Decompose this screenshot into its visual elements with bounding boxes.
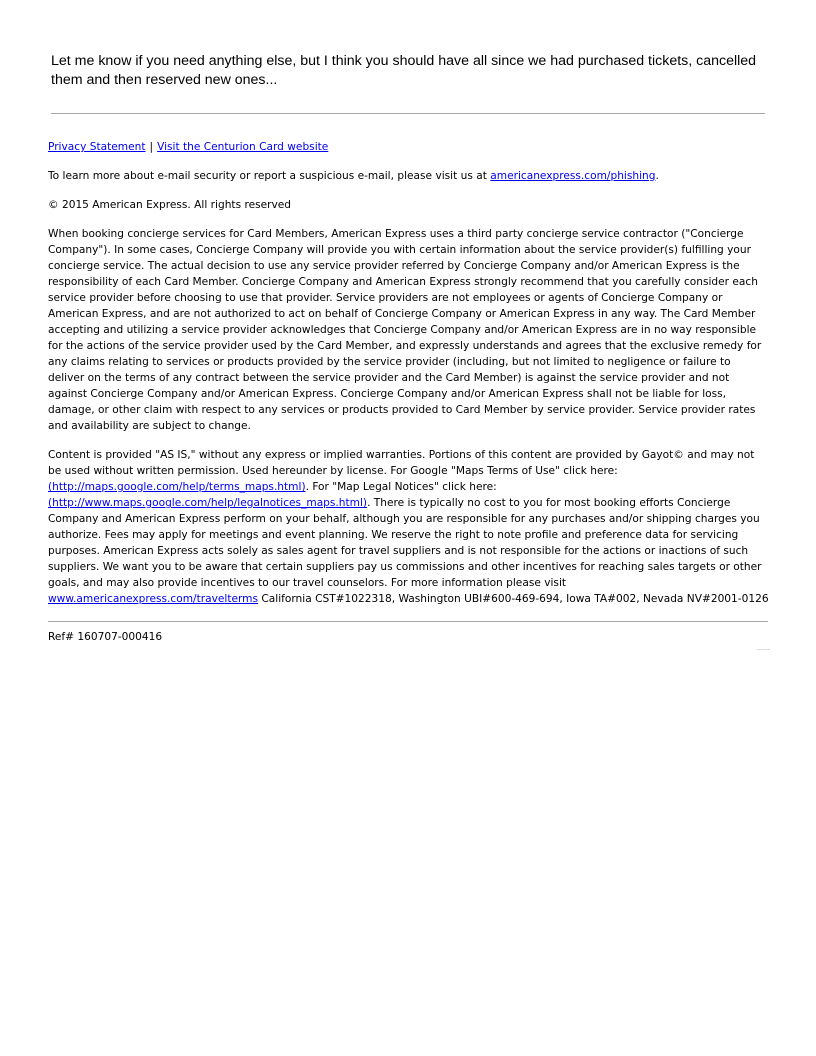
reference-number: Ref# 160707-000416 — [48, 631, 163, 643]
content-disclaimer — [48, 447, 770, 607]
faint-mark — [757, 649, 770, 650]
footer-divider — [48, 621, 768, 622]
security-end: . — [655, 170, 659, 182]
privacy-statement-link[interactable]: Privacy Statement — [48, 141, 146, 153]
security-notice — [48, 168, 770, 184]
link-separator: | — [149, 141, 154, 153]
footer-links — [48, 139, 770, 155]
travel-terms-link[interactable]: www.americanexpress.com/travelterms — [48, 593, 259, 605]
centurion-website-link[interactable]: Visit the Centurion Card website — [157, 141, 329, 153]
copyright: © 2015 American Express. All rights reserved — [48, 199, 291, 211]
maps-terms-link[interactable]: (http://maps.google.com/help/terms_maps.html) — [48, 481, 306, 493]
content-text-4: California CST#1022318, Washington UBI#600-469-694, Iowa TA#002, Nevada NV#2001-0126 — [258, 593, 769, 605]
maps-legal-link[interactable]: (http://www.maps.google.com/help/legalnotices_maps.html) — [48, 497, 368, 509]
phishing-link[interactable]: americanexpress.com/phishing — [490, 170, 656, 182]
content-text-1: Content is provided "AS IS," without any express or implied warranties. Portions of this content are provided by Gayot© and may not be used without written permission. Used hereunder by license. For Google "Maps Terms of Use" click here: — [48, 449, 755, 477]
content-text-2: . For "Map Legal Notices" click here: — [305, 481, 497, 493]
content-text-3: . There is typically no cost to you for most booking efforts Concierge Company and American Express perform on your behalf, although you are responsible for any purchases and/or shipping charges you authorize. Fees may apply for meetings and event planning. We reserve the right to note profile and preference data for servicing purposes. American Express acts solely as sales agent for travel suppliers and is not responsible for the actions or inactions of such suppliers. We want you to be aware that certain suppliers pay us commissions and other incentives for reaching sales targets or other goals, and may also provide incentives to our travel counselors. For more information please visit — [48, 497, 762, 589]
message-body: Let me know if you need anything else, but I think you should have all since we had purchased tickets, cancelled them and then reserved new ones... — [51, 53, 757, 88]
concierge-disclaimer: When booking concierge services for Card Members, American Express uses a third party concierge service contractor ("Concierge Company"). In some cases, Concierge Company will provide you with certain information about the service provider(s) fulfilling your concierge service. The actual decision to use any service provider referred by Concierge Company and/or American Express is the responsibility of each Card Member. Concierge Company and American Express strongly recommend that you carefully consider each service provider before choosing to use that provider. Service providers are not employees or agents of Concierge Company or American Express, and are not authorized to act on behalf of Concierge Company or American Express in any way. The Card Member accepting and utilizing a service provider acknowledges that Concierge Company and/or American Express are in no way responsible for the actions of the service provider used by the Card Member, and expressly understands and agrees that the exclusive remedy for any claims relating to services or products provided by the service provider (including, but not limited to negligence or failure to deliver on the terms of any contract between the service provider and the Card Member) is against the service provider and not against Concierge Company and/or American Express. Concierge Company and/or American Express shall not be liable for loss, damage, or other claim with respect to any services or products provided to Card Member by service provider. Service provider rates and availability are subject to change. — [48, 228, 762, 432]
email-footer — [48, 139, 770, 620]
divider — [51, 113, 765, 114]
security-text: To learn more about e-mail security or report a suspicious e-mail, please visit us at — [48, 170, 487, 182]
